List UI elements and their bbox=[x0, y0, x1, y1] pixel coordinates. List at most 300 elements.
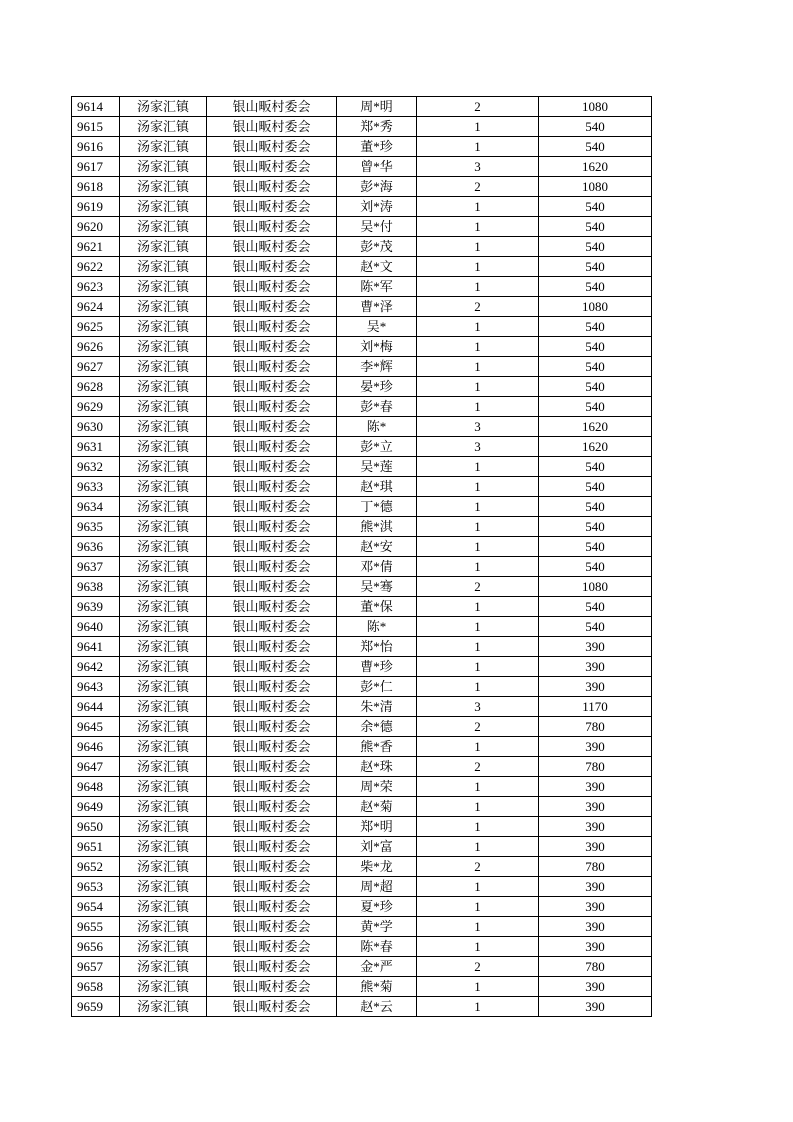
cell-count: 1 bbox=[417, 837, 539, 857]
table-row bbox=[72, 497, 652, 517]
cell-town: 汤家汇镇 bbox=[120, 677, 207, 697]
cell-count: 1 bbox=[417, 117, 539, 137]
cell-village: 银山畈村委会 bbox=[207, 297, 337, 317]
cell-record-id: 9622 bbox=[72, 257, 120, 277]
table-row bbox=[72, 177, 652, 197]
cell-count: 3 bbox=[417, 157, 539, 177]
cell-village: 银山畈村委会 bbox=[207, 937, 337, 957]
cell-record-id: 9628 bbox=[72, 377, 120, 397]
cell-record-id: 9623 bbox=[72, 277, 120, 297]
cell-name: 曹*珍 bbox=[337, 657, 417, 677]
cell-village: 银山畈村委会 bbox=[207, 797, 337, 817]
cell-amount: 540 bbox=[539, 597, 652, 617]
cell-village: 银山畈村委会 bbox=[207, 337, 337, 357]
table-row bbox=[72, 577, 652, 597]
cell-record-id: 9640 bbox=[72, 617, 120, 637]
cell-name: 周*荣 bbox=[337, 777, 417, 797]
cell-village: 银山畈村委会 bbox=[207, 577, 337, 597]
cell-count: 3 bbox=[417, 697, 539, 717]
cell-record-id: 9631 bbox=[72, 437, 120, 457]
cell-record-id: 9627 bbox=[72, 357, 120, 377]
cell-record-id: 9642 bbox=[72, 657, 120, 677]
table-row bbox=[72, 957, 652, 977]
cell-name: 刘*涛 bbox=[337, 197, 417, 217]
table-row bbox=[72, 637, 652, 657]
cell-village: 银山畈村委会 bbox=[207, 617, 337, 637]
cell-record-id: 9634 bbox=[72, 497, 120, 517]
table-row bbox=[72, 677, 652, 697]
cell-amount: 780 bbox=[539, 857, 652, 877]
cell-town: 汤家汇镇 bbox=[120, 97, 207, 117]
cell-count: 1 bbox=[417, 897, 539, 917]
cell-name: 彭*海 bbox=[337, 177, 417, 197]
table-row bbox=[72, 857, 652, 877]
cell-village: 银山畈村委会 bbox=[207, 757, 337, 777]
cell-record-id: 9633 bbox=[72, 477, 120, 497]
cell-amount: 390 bbox=[539, 897, 652, 917]
cell-amount: 390 bbox=[539, 777, 652, 797]
cell-record-id: 9616 bbox=[72, 137, 120, 157]
cell-count: 1 bbox=[417, 997, 539, 1017]
table-row bbox=[72, 197, 652, 217]
cell-amount: 390 bbox=[539, 637, 652, 657]
cell-name: 晏*珍 bbox=[337, 377, 417, 397]
cell-name: 曾*华 bbox=[337, 157, 417, 177]
cell-count: 2 bbox=[417, 957, 539, 977]
cell-town: 汤家汇镇 bbox=[120, 557, 207, 577]
cell-name: 郑*怡 bbox=[337, 637, 417, 657]
cell-village: 银山畈村委会 bbox=[207, 457, 337, 477]
cell-name: 董*珍 bbox=[337, 137, 417, 157]
cell-record-id: 9615 bbox=[72, 117, 120, 137]
table-row bbox=[72, 617, 652, 637]
cell-amount: 540 bbox=[539, 197, 652, 217]
cell-count: 1 bbox=[417, 777, 539, 797]
cell-record-id: 9632 bbox=[72, 457, 120, 477]
cell-town: 汤家汇镇 bbox=[120, 257, 207, 277]
cell-count: 1 bbox=[417, 937, 539, 957]
cell-town: 汤家汇镇 bbox=[120, 337, 207, 357]
cell-record-id: 9652 bbox=[72, 857, 120, 877]
cell-amount: 780 bbox=[539, 757, 652, 777]
cell-amount: 540 bbox=[539, 557, 652, 577]
cell-amount: 540 bbox=[539, 397, 652, 417]
cell-village: 银山畈村委会 bbox=[207, 637, 337, 657]
cell-name: 郑*秀 bbox=[337, 117, 417, 137]
table-row bbox=[72, 777, 652, 797]
cell-amount: 1620 bbox=[539, 437, 652, 457]
cell-record-id: 9649 bbox=[72, 797, 120, 817]
cell-name: 赵*菊 bbox=[337, 797, 417, 817]
cell-village: 银山畈村委会 bbox=[207, 517, 337, 537]
cell-town: 汤家汇镇 bbox=[120, 837, 207, 857]
cell-name: 彭*茂 bbox=[337, 237, 417, 257]
cell-village: 银山畈村委会 bbox=[207, 557, 337, 577]
cell-town: 汤家汇镇 bbox=[120, 797, 207, 817]
cell-record-id: 9636 bbox=[72, 537, 120, 557]
cell-town: 汤家汇镇 bbox=[120, 357, 207, 377]
cell-village: 银山畈村委会 bbox=[207, 737, 337, 757]
cell-count: 1 bbox=[417, 817, 539, 837]
table-row bbox=[72, 897, 652, 917]
cell-village: 银山畈村委会 bbox=[207, 317, 337, 337]
cell-record-id: 9626 bbox=[72, 337, 120, 357]
cell-amount: 390 bbox=[539, 877, 652, 897]
cell-count: 1 bbox=[417, 337, 539, 357]
cell-count: 1 bbox=[417, 557, 539, 577]
cell-count: 1 bbox=[417, 657, 539, 677]
cell-town: 汤家汇镇 bbox=[120, 917, 207, 937]
cell-count: 1 bbox=[417, 217, 539, 237]
cell-amount: 540 bbox=[539, 137, 652, 157]
cell-record-id: 9657 bbox=[72, 957, 120, 977]
table-row bbox=[72, 217, 652, 237]
cell-village: 银山畈村委会 bbox=[207, 997, 337, 1017]
cell-town: 汤家汇镇 bbox=[120, 697, 207, 717]
cell-name: 李*辉 bbox=[337, 357, 417, 377]
cell-count: 3 bbox=[417, 417, 539, 437]
cell-amount: 1080 bbox=[539, 177, 652, 197]
cell-count: 1 bbox=[417, 357, 539, 377]
table-row bbox=[72, 457, 652, 477]
table-row bbox=[72, 417, 652, 437]
cell-amount: 390 bbox=[539, 677, 652, 697]
cell-village: 银山畈村委会 bbox=[207, 177, 337, 197]
cell-amount: 540 bbox=[539, 537, 652, 557]
cell-amount: 540 bbox=[539, 337, 652, 357]
cell-town: 汤家汇镇 bbox=[120, 297, 207, 317]
cell-village: 银山畈村委会 bbox=[207, 97, 337, 117]
cell-village: 银山畈村委会 bbox=[207, 497, 337, 517]
cell-amount: 540 bbox=[539, 217, 652, 237]
cell-record-id: 9641 bbox=[72, 637, 120, 657]
cell-amount: 1080 bbox=[539, 577, 652, 597]
table-row bbox=[72, 817, 652, 837]
cell-village: 银山畈村委会 bbox=[207, 917, 337, 937]
cell-count: 1 bbox=[417, 477, 539, 497]
cell-town: 汤家汇镇 bbox=[120, 997, 207, 1017]
cell-name: 柴*龙 bbox=[337, 857, 417, 877]
cell-amount: 540 bbox=[539, 617, 652, 637]
cell-count: 1 bbox=[417, 457, 539, 477]
cell-amount: 1080 bbox=[539, 97, 652, 117]
table-row bbox=[72, 877, 652, 897]
cell-record-id: 9654 bbox=[72, 897, 120, 917]
cell-town: 汤家汇镇 bbox=[120, 197, 207, 217]
cell-village: 银山畈村委会 bbox=[207, 437, 337, 457]
cell-village: 银山畈村委会 bbox=[207, 217, 337, 237]
table-row bbox=[72, 357, 652, 377]
cell-village: 银山畈村委会 bbox=[207, 137, 337, 157]
cell-name: 周*超 bbox=[337, 877, 417, 897]
cell-name: 金*严 bbox=[337, 957, 417, 977]
cell-record-id: 9656 bbox=[72, 937, 120, 957]
cell-name: 吴*付 bbox=[337, 217, 417, 237]
cell-town: 汤家汇镇 bbox=[120, 757, 207, 777]
table-row bbox=[72, 937, 652, 957]
table-row bbox=[72, 317, 652, 337]
cell-record-id: 9630 bbox=[72, 417, 120, 437]
table-row bbox=[72, 377, 652, 397]
cell-count: 1 bbox=[417, 197, 539, 217]
cell-record-id: 9639 bbox=[72, 597, 120, 617]
cell-count: 1 bbox=[417, 677, 539, 697]
table-row bbox=[72, 657, 652, 677]
cell-count: 1 bbox=[417, 537, 539, 557]
cell-amount: 1620 bbox=[539, 157, 652, 177]
cell-count: 1 bbox=[417, 517, 539, 537]
cell-name: 朱*清 bbox=[337, 697, 417, 717]
cell-record-id: 9644 bbox=[72, 697, 120, 717]
cell-record-id: 9614 bbox=[72, 97, 120, 117]
cell-village: 银山畈村委会 bbox=[207, 257, 337, 277]
cell-amount: 540 bbox=[539, 277, 652, 297]
cell-name: 熊*香 bbox=[337, 737, 417, 757]
cell-name: 刘*梅 bbox=[337, 337, 417, 357]
cell-village: 银山畈村委会 bbox=[207, 657, 337, 677]
cell-name: 余*德 bbox=[337, 717, 417, 737]
cell-amount: 540 bbox=[539, 257, 652, 277]
cell-amount: 540 bbox=[539, 477, 652, 497]
cell-village: 银山畈村委会 bbox=[207, 837, 337, 857]
table-row bbox=[72, 557, 652, 577]
cell-village: 银山畈村委会 bbox=[207, 157, 337, 177]
cell-village: 银山畈村委会 bbox=[207, 817, 337, 837]
cell-village: 银山畈村委会 bbox=[207, 717, 337, 737]
table-row bbox=[72, 257, 652, 277]
table-row bbox=[72, 697, 652, 717]
cell-town: 汤家汇镇 bbox=[120, 497, 207, 517]
cell-record-id: 9653 bbox=[72, 877, 120, 897]
table-row bbox=[72, 157, 652, 177]
cell-village: 银山畈村委会 bbox=[207, 377, 337, 397]
cell-count: 1 bbox=[417, 617, 539, 637]
cell-village: 银山畈村委会 bbox=[207, 697, 337, 717]
cell-town: 汤家汇镇 bbox=[120, 277, 207, 297]
table-row bbox=[72, 597, 652, 617]
cell-count: 1 bbox=[417, 257, 539, 277]
cell-town: 汤家汇镇 bbox=[120, 897, 207, 917]
cell-count: 1 bbox=[417, 737, 539, 757]
cell-count: 2 bbox=[417, 177, 539, 197]
cell-name: 邓*倩 bbox=[337, 557, 417, 577]
cell-town: 汤家汇镇 bbox=[120, 317, 207, 337]
cell-town: 汤家汇镇 bbox=[120, 157, 207, 177]
cell-count: 1 bbox=[417, 637, 539, 657]
cell-amount: 540 bbox=[539, 517, 652, 537]
cell-town: 汤家汇镇 bbox=[120, 637, 207, 657]
cell-count: 3 bbox=[417, 437, 539, 457]
table-row bbox=[72, 977, 652, 997]
cell-amount: 390 bbox=[539, 917, 652, 937]
cell-amount: 540 bbox=[539, 357, 652, 377]
table-row bbox=[72, 537, 652, 557]
cell-record-id: 9635 bbox=[72, 517, 120, 537]
cell-count: 1 bbox=[417, 597, 539, 617]
cell-count: 2 bbox=[417, 297, 539, 317]
cell-amount: 390 bbox=[539, 837, 652, 857]
cell-town: 汤家汇镇 bbox=[120, 617, 207, 637]
cell-name: 夏*珍 bbox=[337, 897, 417, 917]
cell-count: 1 bbox=[417, 877, 539, 897]
cell-village: 银山畈村委会 bbox=[207, 397, 337, 417]
cell-village: 银山畈村委会 bbox=[207, 957, 337, 977]
cell-village: 银山畈村委会 bbox=[207, 357, 337, 377]
cell-village: 银山畈村委会 bbox=[207, 117, 337, 137]
cell-amount: 1620 bbox=[539, 417, 652, 437]
cell-record-id: 9625 bbox=[72, 317, 120, 337]
cell-amount: 540 bbox=[539, 457, 652, 477]
cell-town: 汤家汇镇 bbox=[120, 137, 207, 157]
cell-name: 丁*德 bbox=[337, 497, 417, 517]
table-row bbox=[72, 337, 652, 357]
cell-record-id: 9618 bbox=[72, 177, 120, 197]
table-row bbox=[72, 717, 652, 737]
cell-count: 2 bbox=[417, 757, 539, 777]
cell-count: 2 bbox=[417, 97, 539, 117]
cell-town: 汤家汇镇 bbox=[120, 657, 207, 677]
cell-record-id: 9646 bbox=[72, 737, 120, 757]
cell-name: 赵*文 bbox=[337, 257, 417, 277]
table-row bbox=[72, 237, 652, 257]
cell-amount: 390 bbox=[539, 937, 652, 957]
cell-town: 汤家汇镇 bbox=[120, 397, 207, 417]
cell-town: 汤家汇镇 bbox=[120, 577, 207, 597]
cell-count: 1 bbox=[417, 917, 539, 937]
cell-amount: 1170 bbox=[539, 697, 652, 717]
cell-amount: 1080 bbox=[539, 297, 652, 317]
cell-count: 1 bbox=[417, 497, 539, 517]
table-row bbox=[72, 517, 652, 537]
cell-town: 汤家汇镇 bbox=[120, 457, 207, 477]
cell-town: 汤家汇镇 bbox=[120, 537, 207, 557]
table-row bbox=[72, 997, 652, 1017]
cell-village: 银山畈村委会 bbox=[207, 277, 337, 297]
cell-name: 赵*云 bbox=[337, 997, 417, 1017]
cell-count: 2 bbox=[417, 717, 539, 737]
cell-village: 银山畈村委会 bbox=[207, 777, 337, 797]
cell-record-id: 9624 bbox=[72, 297, 120, 317]
cell-town: 汤家汇镇 bbox=[120, 737, 207, 757]
cell-town: 汤家汇镇 bbox=[120, 957, 207, 977]
table-row bbox=[72, 797, 652, 817]
cell-count: 1 bbox=[417, 797, 539, 817]
table-row bbox=[72, 737, 652, 757]
cell-village: 银山畈村委会 bbox=[207, 977, 337, 997]
cell-name: 陈* bbox=[337, 417, 417, 437]
cell-town: 汤家汇镇 bbox=[120, 417, 207, 437]
cell-name: 郑*明 bbox=[337, 817, 417, 837]
cell-name: 曹*泽 bbox=[337, 297, 417, 317]
cell-amount: 390 bbox=[539, 817, 652, 837]
cell-name: 陈*春 bbox=[337, 937, 417, 957]
cell-village: 银山畈村委会 bbox=[207, 877, 337, 897]
cell-town: 汤家汇镇 bbox=[120, 517, 207, 537]
cell-name: 董*保 bbox=[337, 597, 417, 617]
cell-village: 银山畈村委会 bbox=[207, 417, 337, 437]
roster-table-body bbox=[72, 97, 652, 1017]
cell-name: 周*明 bbox=[337, 97, 417, 117]
cell-name: 刘*富 bbox=[337, 837, 417, 857]
cell-name: 黄*学 bbox=[337, 917, 417, 937]
cell-record-id: 9643 bbox=[72, 677, 120, 697]
table-row bbox=[72, 277, 652, 297]
cell-amount: 390 bbox=[539, 977, 652, 997]
table-row bbox=[72, 97, 652, 117]
cell-count: 1 bbox=[417, 317, 539, 337]
cell-name: 彭*立 bbox=[337, 437, 417, 457]
cell-record-id: 9620 bbox=[72, 217, 120, 237]
cell-name: 熊*淇 bbox=[337, 517, 417, 537]
cell-village: 银山畈村委会 bbox=[207, 537, 337, 557]
cell-name: 彭*春 bbox=[337, 397, 417, 417]
cell-town: 汤家汇镇 bbox=[120, 937, 207, 957]
cell-town: 汤家汇镇 bbox=[120, 717, 207, 737]
cell-village: 银山畈村委会 bbox=[207, 477, 337, 497]
cell-town: 汤家汇镇 bbox=[120, 117, 207, 137]
table-row bbox=[72, 757, 652, 777]
cell-amount: 780 bbox=[539, 957, 652, 977]
cell-count: 2 bbox=[417, 857, 539, 877]
cell-record-id: 9655 bbox=[72, 917, 120, 937]
cell-village: 银山畈村委会 bbox=[207, 237, 337, 257]
cell-amount: 390 bbox=[539, 737, 652, 757]
cell-town: 汤家汇镇 bbox=[120, 977, 207, 997]
cell-record-id: 9647 bbox=[72, 757, 120, 777]
cell-name: 赵*琪 bbox=[337, 477, 417, 497]
cell-record-id: 9621 bbox=[72, 237, 120, 257]
cell-count: 2 bbox=[417, 577, 539, 597]
table-row bbox=[72, 437, 652, 457]
cell-name: 吴* bbox=[337, 317, 417, 337]
cell-record-id: 9650 bbox=[72, 817, 120, 837]
cell-name: 吴*莲 bbox=[337, 457, 417, 477]
cell-town: 汤家汇镇 bbox=[120, 597, 207, 617]
cell-town: 汤家汇镇 bbox=[120, 817, 207, 837]
cell-record-id: 9638 bbox=[72, 577, 120, 597]
cell-amount: 390 bbox=[539, 657, 652, 677]
cell-town: 汤家汇镇 bbox=[120, 377, 207, 397]
cell-name: 熊*菊 bbox=[337, 977, 417, 997]
cell-amount: 780 bbox=[539, 717, 652, 737]
table-row bbox=[72, 297, 652, 317]
table-row bbox=[72, 477, 652, 497]
cell-count: 1 bbox=[417, 137, 539, 157]
cell-count: 1 bbox=[417, 977, 539, 997]
cell-record-id: 9617 bbox=[72, 157, 120, 177]
cell-village: 银山畈村委会 bbox=[207, 897, 337, 917]
cell-name: 吴*骞 bbox=[337, 577, 417, 597]
table-row bbox=[72, 917, 652, 937]
cell-amount: 540 bbox=[539, 317, 652, 337]
cell-amount: 540 bbox=[539, 497, 652, 517]
cell-village: 银山畈村委会 bbox=[207, 597, 337, 617]
cell-amount: 540 bbox=[539, 377, 652, 397]
cell-amount: 540 bbox=[539, 117, 652, 137]
cell-amount: 540 bbox=[539, 237, 652, 257]
cell-town: 汤家汇镇 bbox=[120, 877, 207, 897]
table-row bbox=[72, 117, 652, 137]
cell-record-id: 9637 bbox=[72, 557, 120, 577]
cell-name: 陈*军 bbox=[337, 277, 417, 297]
cell-record-id: 9619 bbox=[72, 197, 120, 217]
table-row bbox=[72, 837, 652, 857]
cell-count: 1 bbox=[417, 237, 539, 257]
table-row bbox=[72, 397, 652, 417]
cell-town: 汤家汇镇 bbox=[120, 217, 207, 237]
cell-amount: 390 bbox=[539, 997, 652, 1017]
cell-record-id: 9659 bbox=[72, 997, 120, 1017]
